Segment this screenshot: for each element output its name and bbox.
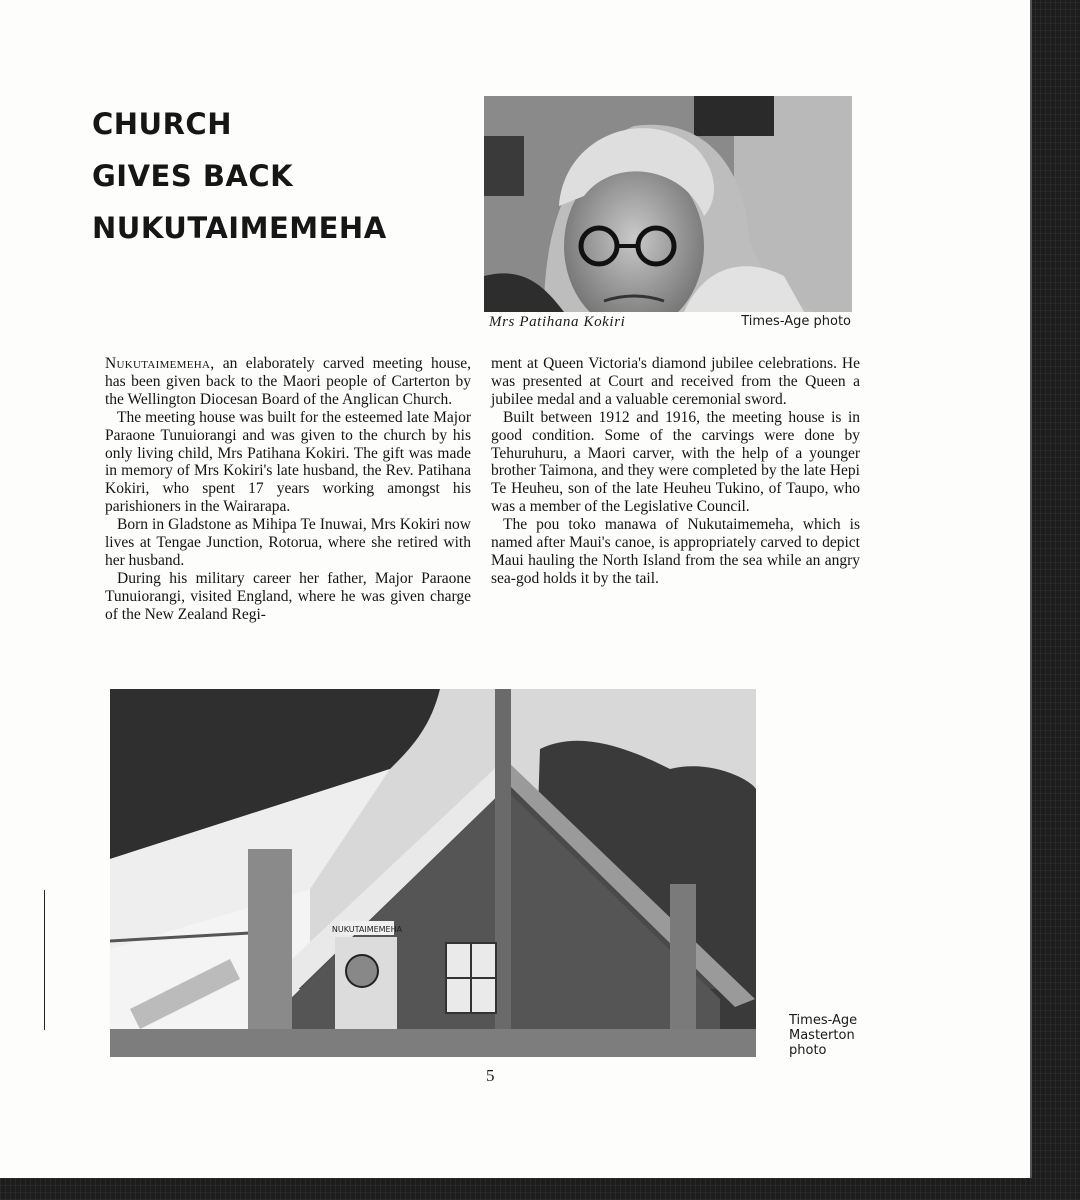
article-column-1 — [105, 355, 471, 624]
article-column-2 — [491, 355, 860, 588]
portrait-caption — [489, 314, 851, 334]
lead-paragraph-text: an elaborately carved meeting house, has been given back to the Maori people of Carterton by the Wellington Diocesan Board of the Anglican Church. — [105, 355, 471, 408]
page-number: 5 — [486, 1066, 495, 1085]
credit-line: photo — [789, 1043, 827, 1058]
article-paragraph — [105, 355, 471, 409]
house-photo-credit — [789, 1013, 879, 1058]
credit-line: Masterton — [789, 1028, 855, 1043]
article-paragraph: During his military career her father, Major Paraone Tunuiorangi, visited England, where he was given charge of the New Zealand Regi- — [105, 569, 471, 623]
article-paragraph: Born in Gladstone as Mihipa Te Inuwai, Mrs Kokiri now lives at Tengae Junction, Rotorua, where she retired with her husband. — [105, 516, 471, 569]
headline — [92, 98, 387, 254]
door-sign-text: NUKUTAIMEMEHA — [331, 925, 403, 934]
article-paragraph: ment at Queen Victoria's diamond jubilee celebrations. He was presented at Court and received from the Queen a jubilee medal and a valuable ceremonial sword. — [491, 355, 860, 408]
lead-word: Nukutaimemeha, — [105, 355, 215, 372]
headline-line-3: NUKUTAIMEMEHA — [92, 211, 387, 245]
article-paragraph: The pou toko manawa of Nukutaimemeha, which is named after Maui's canoe, is appropriately carved to depict Maui hauling the North Island from the sea while an angry sea-god holds it by the tail. — [491, 516, 860, 587]
portrait-illustration — [484, 96, 852, 312]
headline-line-1: CHURCH — [92, 107, 232, 141]
meeting-house-photo — [110, 689, 756, 1057]
article-paragraph: The meeting house was built for the esteemed late Major Paraone Tunuiorangi and was given to the church by his only living child, Mrs Patihana Kokiri. The gift was made in memory of Mrs Kokiri's late husband, the Rev. Patihana Kokiri, who spent 17 years working amongst his parishioners in the Wairarapa. — [105, 408, 471, 516]
portrait-caption-name: Mrs Patihana Kokiri — [489, 314, 626, 330]
scan-artifact-line — [44, 890, 45, 1030]
portrait-caption-credit: Times-Age photo — [741, 314, 851, 329]
credit-line: Times-Age — [789, 1013, 858, 1028]
portrait-photo — [484, 96, 852, 312]
headline-line-2: GIVES BACK — [92, 159, 294, 193]
meeting-house-illustration — [110, 689, 756, 1057]
article-paragraph: Built between 1912 and 1916, the meeting house is in good condition. Some of the carvings were done by Tehuruhuru, a Maori carver, with the help of a younger brother Taimona, and they were completed by the late Hepi Te Heuheu, son of the late Heuheu Tukino, of Taupo, who was a member of the Legislative Council. — [491, 408, 860, 516]
